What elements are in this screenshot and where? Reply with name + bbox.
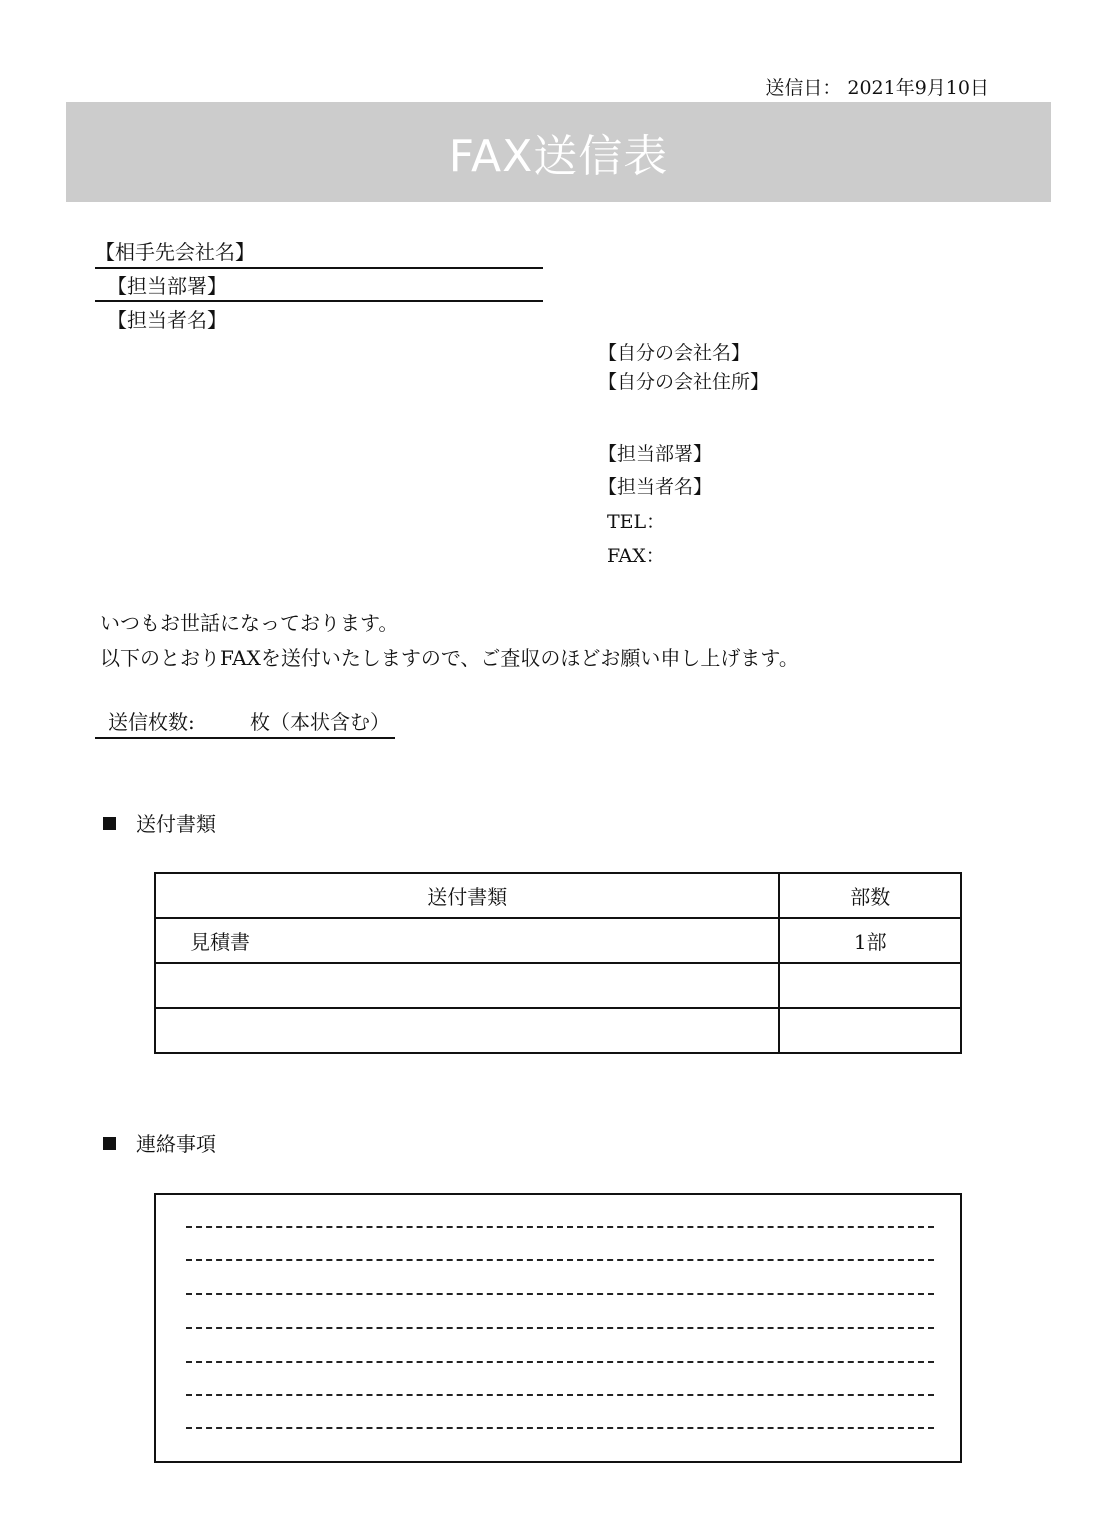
send-date: 送信日： 2021年9月10日 — [765, 77, 989, 99]
pages-underline — [95, 737, 395, 739]
recipient-department-underline — [95, 300, 543, 302]
documents-heading — [103, 811, 216, 837]
sender-person: 【担当者名】 — [598, 476, 713, 498]
dashed-line — [186, 1259, 934, 1261]
column-header-copies: 部数 — [779, 873, 961, 918]
pages-label: 送信枚数: — [108, 710, 195, 734]
square-bullet-icon — [103, 1137, 116, 1150]
document-qty-cell: 1部 — [779, 918, 961, 963]
dashed-line — [186, 1327, 934, 1329]
sender-company: 【自分の会社名】 — [598, 342, 751, 364]
document-name-cell — [155, 1008, 779, 1053]
title-banner — [66, 102, 1051, 202]
recipient-company-underline — [95, 267, 543, 269]
document-qty-cell — [779, 1008, 961, 1053]
square-bullet-icon — [103, 817, 116, 830]
documents-heading-label: 送付書類 — [136, 812, 216, 836]
table-row — [155, 918, 961, 963]
sender-fax: FAX： — [607, 545, 665, 567]
table-row — [155, 963, 961, 1008]
recipient-person: 【担当者名】 — [107, 308, 227, 332]
notes-box — [154, 1193, 962, 1463]
documents-table — [154, 872, 962, 1054]
sender-tel: TEL： — [607, 511, 666, 533]
table-row — [155, 1008, 961, 1053]
document-name-cell: 見積書 — [155, 918, 779, 963]
document-qty-cell — [779, 963, 961, 1008]
sender-address: 【自分の会社住所】 — [598, 371, 770, 393]
document-name-cell — [155, 963, 779, 1008]
recipient-company: 【相手先会社名】 — [95, 240, 255, 264]
page-title: FAX送信表 — [448, 131, 669, 182]
dashed-line — [186, 1427, 934, 1429]
notes-heading-label: 連絡事項 — [136, 1132, 216, 1156]
column-header-documents: 送付書類 — [155, 873, 779, 918]
dashed-line — [186, 1226, 934, 1228]
message-line-2: 以下のとおりFAXを送付いたしますので、ご査収のほどお願い申し上げます。 — [100, 646, 799, 670]
dashed-line — [186, 1361, 934, 1363]
dashed-line — [186, 1293, 934, 1295]
message-line-1: いつもお世話になっております。 — [100, 611, 399, 635]
notes-heading — [103, 1131, 216, 1157]
pages-unit: 枚（本状含む） — [250, 710, 390, 734]
sender-department: 【担当部署】 — [598, 443, 713, 465]
dashed-line — [186, 1394, 934, 1396]
table-header-row — [155, 873, 961, 918]
recipient-department: 【担当部署】 — [107, 274, 227, 298]
